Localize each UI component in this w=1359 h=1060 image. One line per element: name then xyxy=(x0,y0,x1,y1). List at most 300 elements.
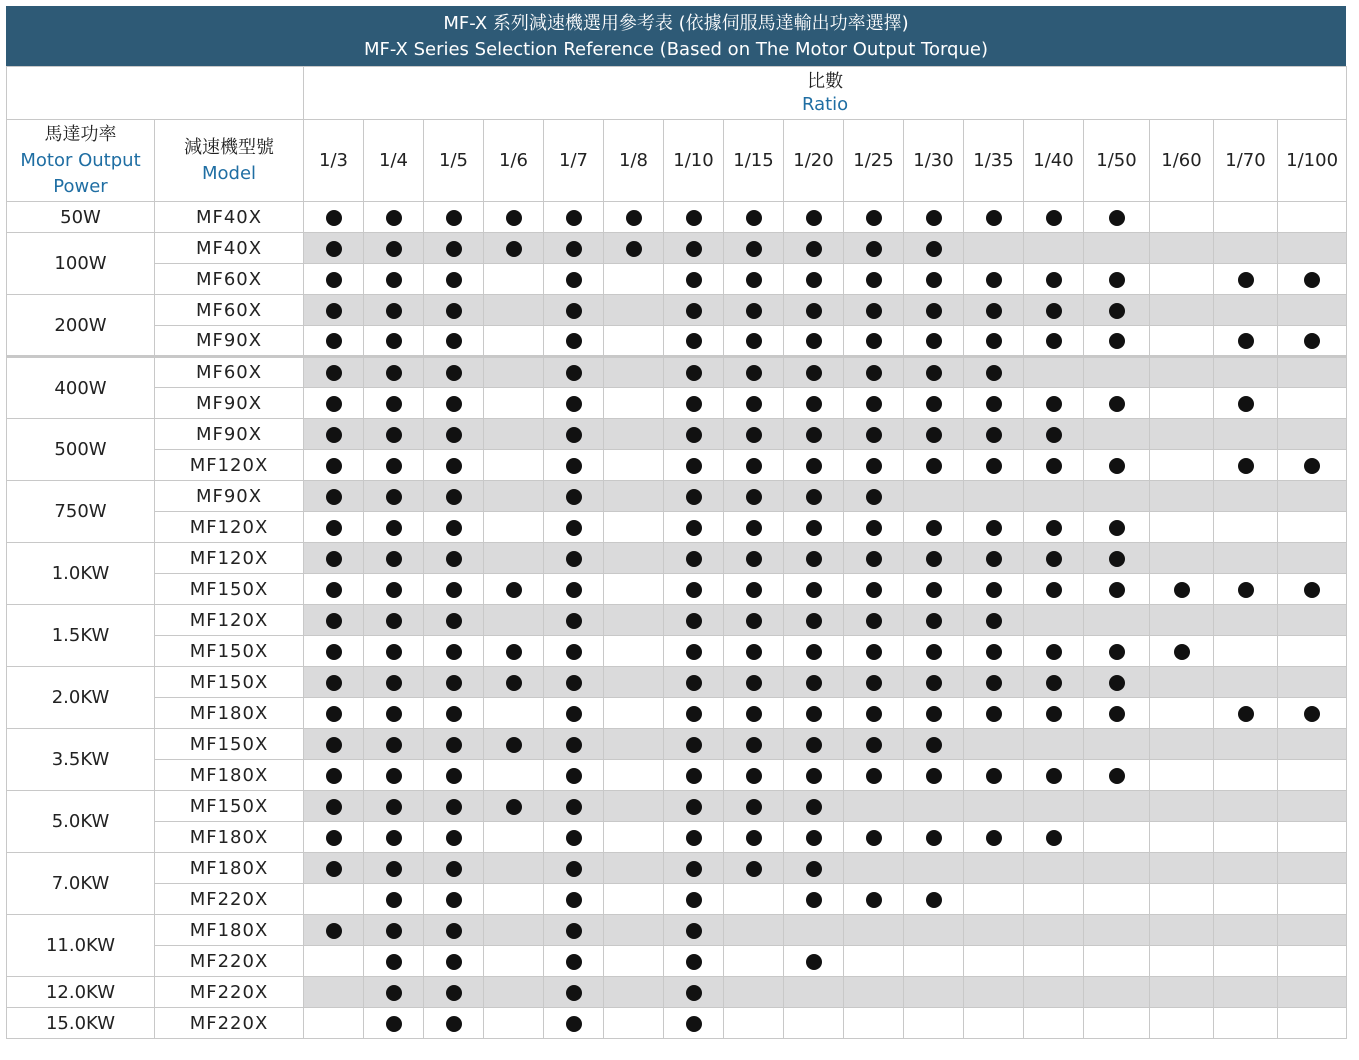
ratio-cell xyxy=(364,450,424,481)
available-dot-icon xyxy=(326,644,342,660)
ratio-cell xyxy=(844,636,904,667)
available-dot-icon xyxy=(1304,706,1320,722)
ratio-cell xyxy=(844,481,904,512)
available-dot-icon xyxy=(806,489,822,505)
available-dot-icon xyxy=(446,954,462,970)
available-dot-icon xyxy=(446,210,462,226)
ratio-cell xyxy=(484,915,544,946)
ratio-cell xyxy=(1214,667,1278,698)
model-cell: MF220X xyxy=(155,977,304,1008)
available-dot-icon xyxy=(1046,675,1062,691)
available-dot-icon xyxy=(1238,706,1254,722)
ratio-cell xyxy=(304,264,364,295)
ratio-column-header: 1/4 xyxy=(364,120,424,202)
ratio-cell xyxy=(844,295,904,326)
available-dot-icon xyxy=(326,520,342,536)
model-cell: MF220X xyxy=(155,884,304,915)
ratio-cell xyxy=(364,264,424,295)
available-dot-icon xyxy=(806,644,822,660)
ratio-cell xyxy=(1150,760,1214,791)
ratio-header xyxy=(304,67,1347,120)
ratio-cell xyxy=(604,543,664,574)
ratio-cell xyxy=(784,667,844,698)
ratio-label-zh: 比數 xyxy=(807,71,844,92)
available-dot-icon xyxy=(326,613,342,629)
available-dot-icon xyxy=(386,272,402,288)
model-cell: MF120X xyxy=(155,605,304,636)
available-dot-icon xyxy=(1046,303,1062,319)
ratio-cell xyxy=(544,884,604,915)
ratio-cell xyxy=(484,512,544,543)
available-dot-icon xyxy=(806,830,822,846)
ratio-cell xyxy=(1214,822,1278,853)
available-dot-icon xyxy=(566,706,582,722)
power-cell: 2.0KW xyxy=(7,667,155,729)
ratio-cell xyxy=(604,357,664,388)
table-row xyxy=(7,915,1347,946)
ratio-cell xyxy=(484,884,544,915)
ratio-cell xyxy=(1084,884,1150,915)
ratio-cell xyxy=(844,915,904,946)
ratio-cell xyxy=(1278,605,1347,636)
ratio-cell xyxy=(364,233,424,264)
ratio-cell xyxy=(1214,574,1278,605)
ratio-cell xyxy=(784,419,844,450)
selection-table xyxy=(6,66,1347,1039)
ratio-cell xyxy=(664,326,724,357)
ratio-cell xyxy=(1024,326,1084,357)
available-dot-icon xyxy=(566,489,582,505)
ratio-cell xyxy=(1024,977,1084,1008)
available-dot-icon xyxy=(1304,333,1320,349)
ratio-cell xyxy=(724,326,784,357)
ratio-cell xyxy=(304,202,364,233)
ratio-cell xyxy=(1024,698,1084,729)
available-dot-icon xyxy=(446,861,462,877)
ratio-cell xyxy=(964,295,1024,326)
ratio-cell xyxy=(784,760,844,791)
ratio-cell xyxy=(1084,543,1150,574)
available-dot-icon xyxy=(866,458,882,474)
available-dot-icon xyxy=(446,427,462,443)
ratio-cell xyxy=(484,264,544,295)
ratio-cell xyxy=(604,791,664,822)
ratio-cell xyxy=(604,636,664,667)
available-dot-icon xyxy=(686,365,702,381)
model-cell: MF220X xyxy=(155,946,304,977)
available-dot-icon xyxy=(866,365,882,381)
ratio-cell xyxy=(544,481,604,512)
ratio-cell xyxy=(1278,791,1347,822)
ratio-cell xyxy=(544,915,604,946)
available-dot-icon xyxy=(866,210,882,226)
available-dot-icon xyxy=(866,644,882,660)
ratio-cell xyxy=(904,791,964,822)
available-dot-icon xyxy=(326,861,342,877)
ratio-cell xyxy=(724,698,784,729)
ratio-cell xyxy=(604,202,664,233)
available-dot-icon xyxy=(326,210,342,226)
ratio-cell xyxy=(784,450,844,481)
ratio-cell xyxy=(1278,419,1347,450)
ratio-cell xyxy=(304,977,364,1008)
available-dot-icon xyxy=(686,768,702,784)
ratio-cell xyxy=(1278,574,1347,605)
ratio-cell xyxy=(784,729,844,760)
available-dot-icon xyxy=(806,333,822,349)
table-row xyxy=(7,884,1347,915)
available-dot-icon xyxy=(566,303,582,319)
available-dot-icon xyxy=(866,520,882,536)
available-dot-icon xyxy=(746,551,762,567)
available-dot-icon xyxy=(926,551,942,567)
ratio-cell xyxy=(784,791,844,822)
ratio-cell xyxy=(364,853,424,884)
ratio-column-header: 1/35 xyxy=(964,120,1024,202)
power-cell: 7.0KW xyxy=(7,853,155,915)
available-dot-icon xyxy=(746,737,762,753)
ratio-cell xyxy=(424,853,484,884)
available-dot-icon xyxy=(386,954,402,970)
ratio-column-header: 1/50 xyxy=(1084,120,1150,202)
ratio-cell xyxy=(964,233,1024,264)
model-cell: MF150X xyxy=(155,791,304,822)
ratio-cell xyxy=(1278,512,1347,543)
available-dot-icon xyxy=(746,520,762,536)
available-dot-icon xyxy=(326,923,342,939)
ratio-cell xyxy=(1214,884,1278,915)
ratio-cell xyxy=(784,481,844,512)
ratio-cell xyxy=(724,605,784,636)
available-dot-icon xyxy=(1109,768,1125,784)
ratio-cell xyxy=(304,1008,364,1039)
ratio-cell xyxy=(664,481,724,512)
available-dot-icon xyxy=(746,427,762,443)
ratio-cell xyxy=(544,357,604,388)
available-dot-icon xyxy=(386,644,402,660)
ratio-cell xyxy=(304,791,364,822)
ratio-cell xyxy=(964,884,1024,915)
ratio-cell xyxy=(1150,357,1214,388)
ratio-cell xyxy=(964,822,1024,853)
available-dot-icon xyxy=(746,365,762,381)
available-dot-icon xyxy=(746,799,762,815)
available-dot-icon xyxy=(386,675,402,691)
available-dot-icon xyxy=(806,582,822,598)
available-dot-icon xyxy=(566,551,582,567)
ratio-cell xyxy=(1278,543,1347,574)
ratio-cell xyxy=(964,450,1024,481)
available-dot-icon xyxy=(566,241,582,257)
available-dot-icon xyxy=(566,365,582,381)
ratio-cell xyxy=(1278,946,1347,977)
ratio-cell xyxy=(364,915,424,946)
ratio-cell xyxy=(424,388,484,419)
available-dot-icon xyxy=(866,737,882,753)
available-dot-icon xyxy=(446,365,462,381)
ratio-cell xyxy=(424,233,484,264)
available-dot-icon xyxy=(746,861,762,877)
available-dot-icon xyxy=(446,892,462,908)
ratio-cell xyxy=(424,667,484,698)
ratio-cell xyxy=(304,481,364,512)
ratio-column-header: 1/7 xyxy=(544,120,604,202)
ratio-cell xyxy=(484,977,544,1008)
ratio-column-header: 1/6 xyxy=(484,120,544,202)
ratio-cell xyxy=(1024,543,1084,574)
available-dot-icon xyxy=(686,830,702,846)
ratio-cell xyxy=(964,202,1024,233)
ratio-cell xyxy=(304,698,364,729)
ratio-cell xyxy=(964,512,1024,543)
ratio-cell xyxy=(1150,884,1214,915)
power-cell: 500W xyxy=(7,419,155,481)
model-header xyxy=(155,120,304,202)
ratio-cell xyxy=(484,450,544,481)
available-dot-icon xyxy=(386,985,402,1001)
available-dot-icon xyxy=(386,303,402,319)
ratio-cell xyxy=(424,822,484,853)
table-row xyxy=(7,636,1347,667)
available-dot-icon xyxy=(746,489,762,505)
ratio-cell xyxy=(424,295,484,326)
available-dot-icon xyxy=(746,272,762,288)
available-dot-icon xyxy=(446,830,462,846)
ratio-cell xyxy=(904,853,964,884)
available-dot-icon xyxy=(386,768,402,784)
available-dot-icon xyxy=(1109,458,1125,474)
ratio-cell xyxy=(484,698,544,729)
ratio-cell xyxy=(1150,233,1214,264)
ratio-cell xyxy=(484,605,544,636)
ratio-cell xyxy=(664,760,724,791)
ratio-cell xyxy=(1024,884,1084,915)
ratio-cell xyxy=(1150,791,1214,822)
ratio-cell xyxy=(1150,450,1214,481)
ratio-cell xyxy=(304,233,364,264)
ratio-cell xyxy=(364,512,424,543)
ratio-cell xyxy=(544,946,604,977)
ratio-column-header: 1/70 xyxy=(1214,120,1278,202)
available-dot-icon xyxy=(866,675,882,691)
ratio-cell xyxy=(844,977,904,1008)
available-dot-icon xyxy=(566,861,582,877)
ratio-cell xyxy=(904,760,964,791)
model-cell: MF180X xyxy=(155,760,304,791)
ratio-cell xyxy=(1024,512,1084,543)
available-dot-icon xyxy=(746,458,762,474)
ratio-cell xyxy=(484,667,544,698)
ratio-cell xyxy=(784,543,844,574)
available-dot-icon xyxy=(686,458,702,474)
ratio-cell xyxy=(1278,326,1347,357)
ratio-cell xyxy=(1024,667,1084,698)
available-dot-icon xyxy=(806,520,822,536)
available-dot-icon xyxy=(926,830,942,846)
power-cell: 750W xyxy=(7,481,155,543)
available-dot-icon xyxy=(566,520,582,536)
available-dot-icon xyxy=(986,458,1002,474)
ratio-cell xyxy=(304,605,364,636)
available-dot-icon xyxy=(566,799,582,815)
available-dot-icon xyxy=(806,954,822,970)
available-dot-icon xyxy=(566,737,582,753)
available-dot-icon xyxy=(926,613,942,629)
available-dot-icon xyxy=(386,210,402,226)
available-dot-icon xyxy=(446,799,462,815)
ratio-cell xyxy=(904,729,964,760)
ratio-cell xyxy=(724,202,784,233)
ratio-cell xyxy=(304,915,364,946)
ratio-cell xyxy=(1084,729,1150,760)
table-row xyxy=(7,667,1347,698)
available-dot-icon xyxy=(866,303,882,319)
power-cell: 15.0KW xyxy=(7,1008,155,1039)
ratio-cell xyxy=(784,233,844,264)
ratio-cell xyxy=(904,388,964,419)
ratio-cell xyxy=(784,698,844,729)
ratio-cell xyxy=(1278,760,1347,791)
available-dot-icon xyxy=(566,333,582,349)
ratio-cell xyxy=(664,946,724,977)
available-dot-icon xyxy=(746,644,762,660)
ratio-cell xyxy=(484,481,544,512)
ratio-cell xyxy=(544,264,604,295)
ratio-cell xyxy=(904,822,964,853)
available-dot-icon xyxy=(1109,706,1125,722)
ratio-cell xyxy=(1214,512,1278,543)
ratio-cell xyxy=(364,977,424,1008)
ratio-cell xyxy=(904,915,964,946)
ratio-cell xyxy=(1084,388,1150,419)
ratio-cell xyxy=(544,729,604,760)
available-dot-icon xyxy=(926,768,942,784)
power-cell: 11.0KW xyxy=(7,915,155,977)
available-dot-icon xyxy=(566,396,582,412)
ratio-cell xyxy=(484,295,544,326)
ratio-cell xyxy=(1084,822,1150,853)
ratio-cell xyxy=(724,295,784,326)
available-dot-icon xyxy=(326,706,342,722)
ratio-cell xyxy=(1084,760,1150,791)
available-dot-icon xyxy=(746,675,762,691)
model-cell: MF40X xyxy=(155,202,304,233)
ratio-cell xyxy=(724,264,784,295)
available-dot-icon xyxy=(326,768,342,784)
available-dot-icon xyxy=(566,1016,582,1032)
ratio-column-header: 1/100 xyxy=(1278,120,1347,202)
power-cell: 400W xyxy=(7,357,155,419)
available-dot-icon xyxy=(506,210,522,226)
table-row xyxy=(7,698,1347,729)
ratio-cell xyxy=(1084,450,1150,481)
available-dot-icon xyxy=(986,582,1002,598)
available-dot-icon xyxy=(866,892,882,908)
ratio-cell xyxy=(724,977,784,1008)
ratio-cell xyxy=(304,667,364,698)
available-dot-icon xyxy=(806,613,822,629)
available-dot-icon xyxy=(566,582,582,598)
ratio-cell xyxy=(364,605,424,636)
ratio-cell xyxy=(1278,698,1347,729)
available-dot-icon xyxy=(986,272,1002,288)
ratio-cell xyxy=(904,574,964,605)
ratio-cell xyxy=(1024,946,1084,977)
available-dot-icon xyxy=(1046,830,1062,846)
ratio-cell xyxy=(664,357,724,388)
available-dot-icon xyxy=(386,613,402,629)
ratio-cell xyxy=(544,605,604,636)
ratio-cell xyxy=(304,357,364,388)
ratio-cell xyxy=(724,1008,784,1039)
ratio-cell xyxy=(424,698,484,729)
ratio-cell xyxy=(304,326,364,357)
model-label-en: Model xyxy=(201,162,257,184)
ratio-cell xyxy=(364,574,424,605)
ratio-cell xyxy=(784,295,844,326)
ratio-cell xyxy=(304,636,364,667)
ratio-cell xyxy=(484,574,544,605)
ratio-cell xyxy=(784,822,844,853)
available-dot-icon xyxy=(386,489,402,505)
ratio-cell xyxy=(364,698,424,729)
available-dot-icon xyxy=(686,737,702,753)
available-dot-icon xyxy=(806,768,822,784)
available-dot-icon xyxy=(326,489,342,505)
table-row xyxy=(7,574,1347,605)
available-dot-icon xyxy=(566,272,582,288)
available-dot-icon xyxy=(386,427,402,443)
ratio-column-header: 1/5 xyxy=(424,120,484,202)
ratio-cell xyxy=(364,822,424,853)
available-dot-icon xyxy=(926,333,942,349)
ratio-cell xyxy=(1150,729,1214,760)
ratio-cell xyxy=(844,574,904,605)
ratio-cell xyxy=(604,264,664,295)
ratio-cell xyxy=(604,667,664,698)
available-dot-icon xyxy=(1109,675,1125,691)
ratio-cell xyxy=(724,512,784,543)
ratio-cell xyxy=(784,574,844,605)
ratio-cell xyxy=(664,543,724,574)
ratio-cell xyxy=(844,512,904,543)
table-row xyxy=(7,1008,1347,1039)
ratio-cell xyxy=(364,326,424,357)
available-dot-icon xyxy=(926,520,942,536)
title-english: MF-X Series Selection Reference (Based on The Motor Output Torque) xyxy=(364,39,988,60)
available-dot-icon xyxy=(866,489,882,505)
ratio-cell xyxy=(784,977,844,1008)
available-dot-icon xyxy=(686,396,702,412)
ratio-cell xyxy=(1084,481,1150,512)
ratio-cell xyxy=(664,884,724,915)
ratio-cell xyxy=(364,202,424,233)
model-cell: MF90X xyxy=(155,326,304,357)
ratio-cell xyxy=(304,574,364,605)
available-dot-icon xyxy=(506,241,522,257)
ratio-cell xyxy=(364,667,424,698)
ratio-cell xyxy=(1214,915,1278,946)
table-row xyxy=(7,853,1347,884)
ratio-cell xyxy=(604,760,664,791)
ratio-cell xyxy=(1214,636,1278,667)
available-dot-icon xyxy=(1046,427,1062,443)
available-dot-icon xyxy=(446,613,462,629)
ratio-cell xyxy=(784,388,844,419)
available-dot-icon xyxy=(686,520,702,536)
ratio-cell xyxy=(1150,667,1214,698)
ratio-cell xyxy=(304,760,364,791)
